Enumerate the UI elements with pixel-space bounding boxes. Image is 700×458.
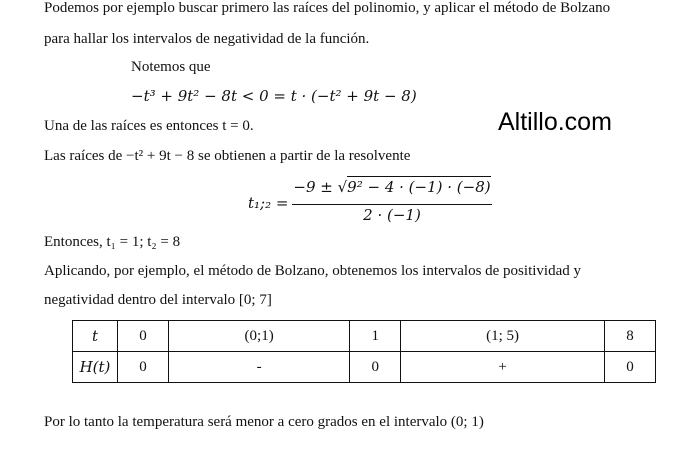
resolvent-denominator: 2 · (−1) [363,206,421,224]
resolvent-numerator [292,178,492,196]
row-label-t: t [73,321,118,352]
resolvent-numerator-prefix: −9 ± [293,178,338,196]
paragraph-resolvent-intro: Las raíces de −t² + 9t − 8 se obtienen a partir de la resolvente [44,148,411,164]
table-row [73,321,656,352]
table-cell: 8 [604,321,655,352]
table-cell: - [169,352,350,383]
paragraph-interval: negatividad dentro del intervalo [0; 7] [44,292,272,308]
table-cell: 0 [604,352,655,383]
radical-sign: √ [337,178,348,196]
paragraph-conclusion: Por lo tanto la temperatura será menor a cero grados en el intervalo (0; 1) [44,414,484,430]
table-cell: 0 [118,321,169,352]
paragraph-notemos: Notemos que [131,59,211,75]
fraction-bar [292,204,492,205]
table-cell: + [401,352,605,383]
resolvent-radicand: 9² − 4 · (−1) · (−8) [347,178,491,196]
table-row [73,352,656,383]
watermark-logo: Altillo.com [498,108,612,136]
paragraph-2: para hallar los intervalos de negatividad de la función. [44,31,370,47]
row-label-h: H(t) [73,352,118,383]
resolvent-lhs: t₁;₂ = [248,194,289,212]
paragraph-1: Podemos por ejemplo buscar primero las raíces del polinomio, y aplicar el método de Bolzano [44,0,611,16]
paragraph-roots: Entonces, t₁ = 1; t₂ = 8 [44,234,181,250]
sign-table [72,320,656,383]
table-cell: 0 [118,352,169,383]
paragraph-bolzano: Aplicando, por ejemplo, el método de Bolzano, obtenemos los intervalos de positividad y [44,263,581,279]
table-cell: 1 [350,321,401,352]
resolvent-formula [248,178,508,230]
table-cell: 0 [350,352,401,383]
table-cell: (0;1) [169,321,350,352]
table-cell: (1; 5) [401,321,605,352]
equation-inequality: −t³ + 9t² − 8t < 0 = t · (−t² + 9t − 8) [131,87,417,105]
paragraph-root-zero: Una de las raíces es entonces t = 0. [44,118,254,134]
